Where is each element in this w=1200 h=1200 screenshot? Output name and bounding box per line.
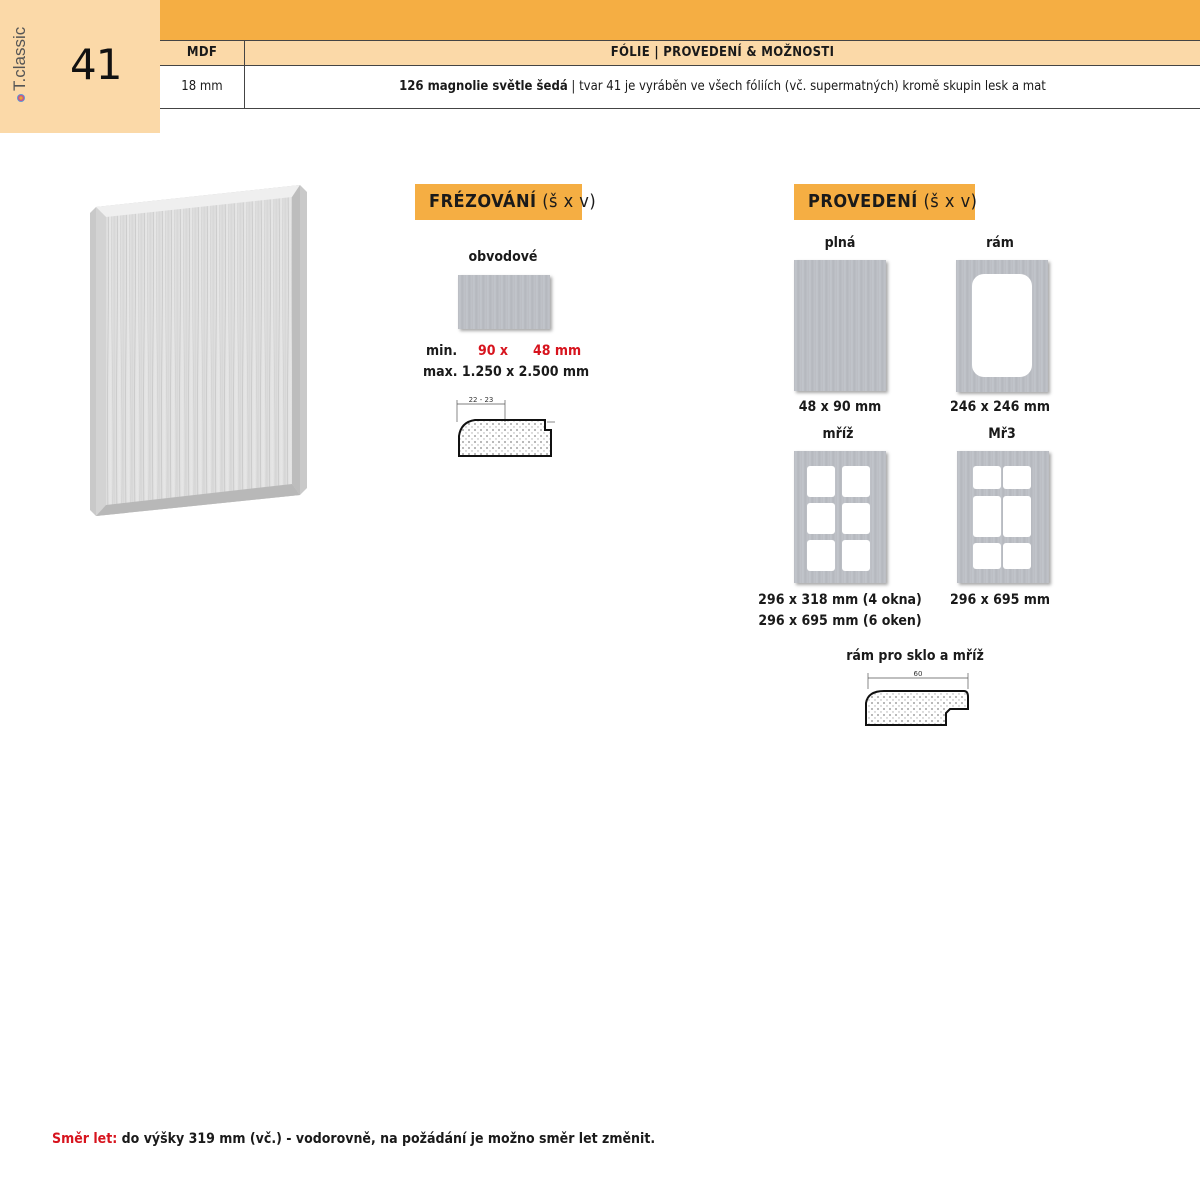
frame-profile-diagram bbox=[858, 665, 978, 731]
foil-name: 126 magnolie světle šedá bbox=[399, 79, 568, 94]
version-dims-grid-1: 296 x 318 mm (4 okna) bbox=[758, 592, 922, 608]
version-dims-grid-2: 296 x 695 mm (6 oken) bbox=[758, 613, 922, 629]
cell-foil-details bbox=[245, 66, 1200, 108]
header-details: FÓLIE | PROVEDENÍ & MOŽNOSTI bbox=[610, 45, 835, 60]
version-panel-grid bbox=[794, 451, 886, 583]
grid3-pane bbox=[973, 466, 1001, 489]
milling-title-text: FRÉZOVÁNÍ bbox=[429, 191, 537, 212]
header-bar bbox=[160, 0, 1200, 40]
grid-pane bbox=[842, 503, 870, 534]
version-label-frame: rám bbox=[986, 235, 1014, 251]
version-dims-solid: 48 x 90 mm bbox=[798, 399, 882, 415]
milling-option-label: obvodové bbox=[468, 249, 538, 265]
footer-note bbox=[52, 1131, 655, 1147]
versions-title-text: PROVEDENÍ bbox=[808, 191, 918, 212]
milling-min-height: 48 mm bbox=[533, 343, 582, 359]
grid-pane bbox=[842, 540, 870, 571]
spec-table-row bbox=[160, 66, 1200, 109]
brand-logo bbox=[2, 26, 38, 110]
grid-pane bbox=[807, 540, 835, 571]
grid3-pane bbox=[1003, 466, 1031, 489]
frame-profile-label: rám pro sklo a mříž bbox=[846, 648, 984, 664]
brand-logo-text: T.classic bbox=[10, 26, 29, 91]
grid-pane bbox=[807, 466, 835, 497]
milling-sample-panel bbox=[458, 275, 550, 329]
versions-title bbox=[794, 184, 978, 220]
grid-pane bbox=[842, 466, 870, 497]
versions-title-suffix: (š x v) bbox=[917, 191, 978, 212]
door-illustration bbox=[88, 183, 310, 518]
milling-title bbox=[415, 184, 597, 220]
version-panel-solid bbox=[794, 260, 886, 391]
model-number: 41 bbox=[70, 40, 122, 89]
footer-label: Směr let: bbox=[52, 1131, 118, 1147]
footer-text: do výšky 319 mm (vč.) - vodorovně, na požádání je možno směr let změnit. bbox=[117, 1131, 656, 1147]
header-material: MDF bbox=[186, 45, 218, 60]
frame-glass-opening bbox=[972, 274, 1032, 377]
cell-thickness: 18 mm bbox=[181, 79, 223, 94]
version-label-grid3: Mř3 bbox=[988, 426, 1016, 442]
version-panel-frame bbox=[956, 260, 1048, 392]
grid3-pane bbox=[1003, 496, 1031, 537]
brand-flower-icon bbox=[17, 94, 25, 102]
milling-title-suffix: (š x v) bbox=[536, 191, 597, 212]
milling-max-size: max. 1.250 x 2.500 mm bbox=[423, 364, 590, 380]
milling-min-prefix: min. bbox=[426, 343, 458, 359]
frame-profile-dimension: 60 bbox=[913, 670, 923, 678]
milling-min-width: 90 x bbox=[478, 343, 509, 359]
grid-pane bbox=[807, 503, 835, 534]
foil-note: | tvar 41 je vyráběn ve všech fóliích (vč. supermatných) kromě skupin lesk a mat bbox=[567, 79, 1046, 94]
version-label-solid: plná bbox=[824, 235, 856, 251]
grid3-pane bbox=[973, 543, 1001, 569]
milling-profile-dimension: 22 - 23 bbox=[468, 396, 494, 404]
version-dims-grid3: 296 x 695 mm bbox=[949, 592, 1051, 608]
version-panel-grid3 bbox=[957, 451, 1049, 583]
grid3-pane bbox=[1003, 543, 1031, 569]
spec-table-header bbox=[160, 40, 1200, 66]
version-dims-frame: 246 x 246 mm bbox=[949, 399, 1051, 415]
milling-profile-diagram bbox=[443, 392, 558, 462]
grid3-pane bbox=[973, 496, 1001, 537]
version-label-grid: mříž bbox=[822, 426, 854, 442]
